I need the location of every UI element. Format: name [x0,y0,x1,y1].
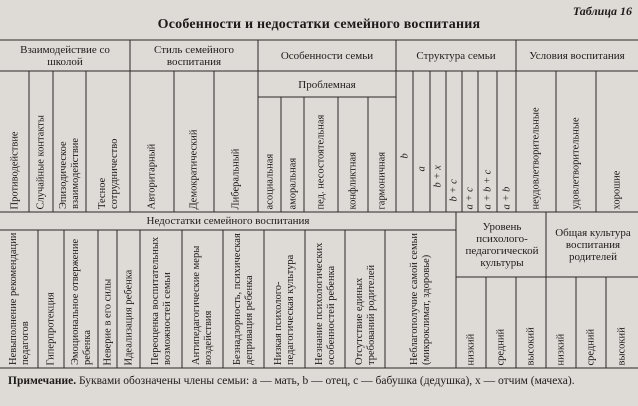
group-header-conditions: Условия воспитания [529,50,625,62]
group-header-style: Стиль семейного воспитания [154,44,234,68]
structure-item-4: a + c [464,186,476,209]
culture-level-header: Уровень психолого-педагогической культуры [465,221,539,269]
structure-item-3: b + c [448,178,460,201]
general-item-2: высокий [616,326,628,365]
deficit-item-2: Эмоциональное отвержение ребенка [69,238,92,365]
group-header-school: Взаимодействие со школой [20,44,110,68]
family-item-3: конфликтная [347,151,359,209]
culture-item-0: низкий [465,333,477,365]
structure-item-6: a + b [501,186,512,209]
deficit-item-10: Отсутствие единых требований родителей [353,264,376,365]
general-item-1: средний [585,328,597,365]
school-item-2: Эпизодическое взаимодействие [58,137,81,209]
general-culture-header: Общая культура воспитания родителей [555,227,631,263]
structure-item-2: b + x [432,164,444,187]
deficit-item-0: Невыполнение рекомендации педагогов [7,232,30,365]
style-item-2: Либеральный [230,148,242,209]
deficit-item-4: Идеализация ребенка [123,269,134,365]
deficit-item-9: Незнание психологических особенностей ребенка [313,242,336,365]
footnote-text: Буквами обозначены члены семьи: а — мать, b — отец, с — бабушка (дедушка), х — отчим (мачеха). [76,375,575,387]
family-item-4: гармоничная [376,151,388,209]
school-item-0: Противодействие [9,130,20,209]
subheader-problematic: Проблемная [298,79,356,91]
deficit-item-3: Неверие в его силы [102,278,113,365]
deficit-item-8: Низкая психолого-педагогическая культура [273,254,296,365]
table-number: Таблица 16 [572,4,632,18]
school-item-1: Случайные контакты [35,114,47,209]
family-item-2: пед. несостоятельная [315,114,327,209]
deficits-header: Недостатки семейного воспитания [146,215,310,227]
deficit-item-11: Неблагополучие самой семьи (микроклимат, здоровье) [409,232,432,365]
general-item-0: низкий [555,333,567,365]
family-item-0: асоциальная [264,153,275,209]
table-title: Особенности и недостатки семейного воспитания [157,17,481,32]
group-header-family-features: Особенности семьи [280,50,374,62]
deficit-item-6: Антипедагогические меры воздействия [191,245,214,365]
conditions-item-0: неудовлетворительные [530,106,542,209]
culture-item-2: высокий [525,326,537,365]
family-item-1: аморальная [287,157,298,209]
footnote [8,375,638,387]
conditions-item-2: хорошие [611,170,623,209]
deficit-item-7: Безнадзорность, психическая депривация ребенка [232,233,255,365]
structure-item-0: b [399,152,410,158]
group-header-structure: Структура семьи [416,50,496,62]
culture-item-1: средний [495,328,507,365]
footnote-prefix: Примечание. [8,375,77,387]
conditions-item-1: удовлетворительные [570,116,582,209]
school-item-3: Тесное сотрудничество [96,138,119,209]
structure-item-5: a + b + c [482,169,493,209]
style-item-1: Демократический [188,129,200,209]
deficit-item-5: Переоценка воспитательных возможностей семьи [149,236,172,365]
structure-item-1: a [416,165,427,171]
deficit-item-1: Гиперпротекция [45,291,57,365]
style-item-0: Авторитарный [146,143,158,209]
